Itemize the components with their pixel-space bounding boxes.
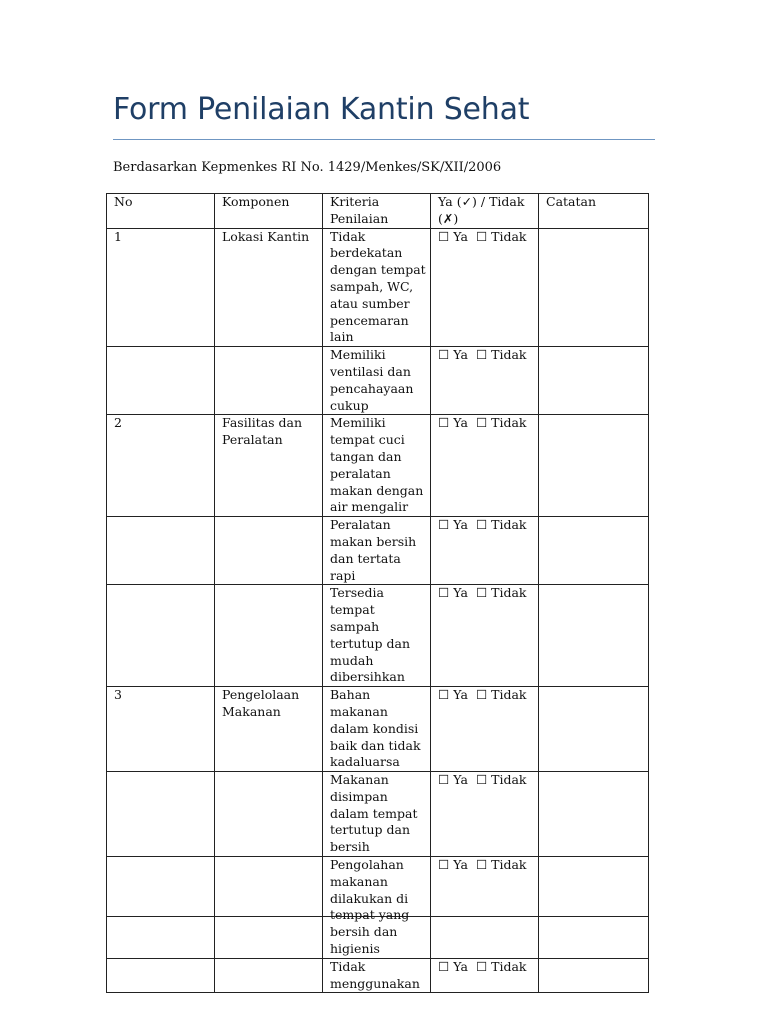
cell-ya-tidak [431,228,539,347]
ya-tidak-options [438,347,535,362]
checkbox-icon: ☐ [475,347,488,363]
checkbox-icon: ☐ [475,772,488,788]
checkbox-label: Ya [453,415,468,431]
cell-komponen: Fasilitas dan Peralatan [215,415,323,517]
tidak-checkbox[interactable] [476,687,527,702]
ya-checkbox[interactable] [438,959,468,974]
checkbox-icon: ☐ [475,415,488,431]
table-header-row [107,194,649,229]
ya-checkbox[interactable] [438,772,468,787]
cell-catatan[interactable] [539,228,649,347]
cell-catatan[interactable] [539,415,649,517]
table-row [107,857,649,959]
cell-kriteria: Makanan disimpan dalam tempat tertutup dan bersih [323,772,431,857]
tidak-checkbox[interactable] [476,347,527,362]
table-row [107,415,649,517]
cell-komponen [215,857,323,959]
checkbox-label: Tidak [491,347,527,363]
table-row [107,517,649,585]
cell-no [107,585,215,687]
cell-kriteria: Memiliki tempat cuci tangan dan peralatan makan dengan air mengalir [323,415,431,517]
checkbox-label: Ya [453,857,468,873]
tidak-checkbox[interactable] [476,959,527,974]
ya-tidak-options [438,517,535,532]
cell-catatan[interactable] [539,857,649,959]
document-subtitle: Berdasarkan Kepmenkes RI No. 1429/Menkes/SK/XII/2006 [113,160,502,175]
cell-kriteria: Pengolahan makanan dilakukan di tempat yang bersih dan higienis [323,857,431,959]
cell-kriteria: Tidak menggunakan [323,958,431,993]
ya-tidak-options [438,585,535,600]
cell-no [107,517,215,585]
cell-ya-tidak [431,857,539,959]
tidak-checkbox[interactable] [476,415,527,430]
cell-no: 1 [107,228,215,347]
ya-tidak-options [438,959,535,974]
cell-kriteria: Tersedia tempat sampah tertutup dan mudah dibersihkan [323,585,431,687]
checkbox-icon: ☐ [475,687,488,703]
ya-checkbox[interactable] [438,585,468,600]
cell-komponen [215,347,323,415]
ya-tidak-options [438,772,535,787]
ya-checkbox[interactable] [438,517,468,532]
table-row [107,228,649,347]
header-komponen: Komponen [215,194,323,229]
ya-tidak-options [438,229,535,244]
cell-komponen [215,517,323,585]
tidak-checkbox[interactable] [476,772,527,787]
ya-checkbox[interactable] [438,687,468,702]
tidak-checkbox[interactable] [476,517,527,532]
checkbox-label: Tidak [491,415,527,431]
checkbox-label: Ya [453,347,468,363]
cell-kriteria: Tidak berdekatan dengan tempat sampah, WC, atau sumber pencemaran lain [323,228,431,347]
ya-tidak-options [438,415,535,430]
cell-ya-tidak [431,687,539,772]
cell-komponen [215,958,323,993]
cell-catatan[interactable] [539,772,649,857]
ya-tidak-options [438,857,535,872]
cell-no: 3 [107,687,215,772]
cell-ya-tidak [431,517,539,585]
tidak-checkbox[interactable] [476,857,527,872]
header-no: No [107,194,215,229]
table-row [107,347,649,415]
checkbox-icon: ☐ [475,958,488,974]
checkbox-icon: ☐ [438,517,450,533]
cell-catatan[interactable] [539,585,649,687]
table-body [107,228,649,993]
checkbox-label: Ya [453,772,468,788]
checkbox-label: Tidak [491,857,527,873]
cell-no [107,958,215,993]
cell-ya-tidak [431,585,539,687]
cell-komponen: Lokasi Kantin [215,228,323,347]
cell-no [107,347,215,415]
checkbox-label: Tidak [491,585,527,601]
tidak-checkbox[interactable] [476,229,527,244]
checkbox-icon: ☐ [475,857,488,873]
table-row [107,772,649,857]
cell-catatan[interactable] [539,687,649,772]
checkbox-icon: ☐ [438,687,450,703]
checkbox-label: Ya [453,228,468,244]
checkbox-icon: ☐ [438,958,450,974]
checkbox-icon: ☐ [438,772,450,788]
checkbox-icon: ☐ [438,415,450,431]
cell-ya-tidak [431,772,539,857]
ya-checkbox[interactable] [438,857,468,872]
cell-no [107,857,215,959]
checkbox-label: Ya [453,517,468,533]
table-row [107,687,649,772]
tidak-checkbox[interactable] [476,585,527,600]
cell-catatan[interactable] [539,958,649,993]
cell-kriteria: Bahan makanan dalam kondisi baik dan tidak kadaluarsa [323,687,431,772]
checkbox-icon: ☐ [475,228,488,244]
title-divider [113,139,655,140]
ya-tidak-options [438,687,535,702]
checkbox-icon: ☐ [438,347,450,363]
checkbox-label: Tidak [491,958,527,974]
cell-komponen [215,585,323,687]
checkbox-icon: ☐ [438,585,450,601]
page-title: Form Penilaian Kantin Sehat [113,92,530,127]
cell-no [107,772,215,857]
checkbox-label: Ya [453,687,468,703]
cell-ya-tidak [431,415,539,517]
cell-no: 2 [107,415,215,517]
ya-checkbox[interactable] [438,229,468,244]
checkbox-label: Tidak [491,687,527,703]
header-kriteria: Kriteria Penilaian [323,194,431,229]
cell-komponen [215,772,323,857]
table-row [107,958,649,993]
checkbox-label: Tidak [491,517,527,533]
cell-catatan[interactable] [539,517,649,585]
assessment-table [106,193,649,993]
checkbox-icon: ☐ [475,585,488,601]
checkbox-label: Tidak [491,228,527,244]
checkbox-icon: ☐ [438,857,450,873]
cell-komponen: Pengelolaan Makanan [215,687,323,772]
header-catatan: Catatan [539,194,649,229]
cell-kriteria: Memiliki ventilasi dan pencahayaan cukup [323,347,431,415]
cell-kriteria: Peralatan makan bersih dan tertata rapi [323,517,431,585]
cell-catatan[interactable] [539,347,649,415]
checkbox-icon: ☐ [438,228,450,244]
header-ya-tidak: Ya (✓) / Tidak (✗) [431,194,539,229]
cell-ya-tidak [431,347,539,415]
checkbox-label: Tidak [491,772,527,788]
table-row [107,585,649,687]
ya-checkbox[interactable] [438,347,468,362]
assessment-table-container [106,193,648,991]
checkbox-label: Ya [453,585,468,601]
ya-checkbox[interactable] [438,415,468,430]
cell-ya-tidak [431,958,539,993]
checkbox-icon: ☐ [475,517,488,533]
checkbox-label: Ya [453,958,468,974]
